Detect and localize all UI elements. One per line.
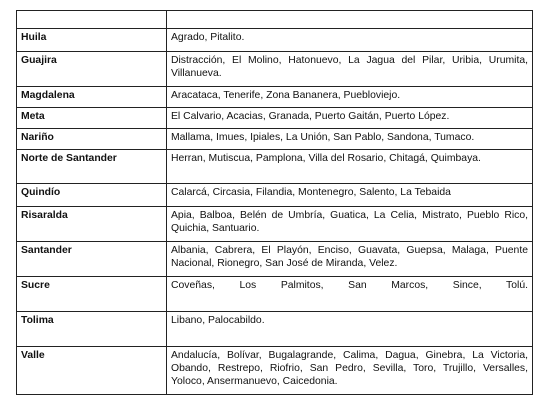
department-cell: Tolima [17,312,167,347]
department-cell: Sucre [17,277,167,312]
table-row [17,242,533,277]
table-row [17,207,533,242]
municipalities-cell: Apia, Balboa, Belén de Umbría, Guatica, La Celia, Mistrato, Pueblo Rico, Quichia, Santuario. [167,207,533,242]
department-cell: Meta [17,108,167,129]
table-row [17,108,533,129]
department-cell: Guajira [17,52,167,87]
table-row [17,150,533,184]
table-row [17,277,533,312]
department-cell: Risaralda [17,207,167,242]
municipalities-cell: Andalucía, Bolívar, Bugalagrande, Calima, Dagua, Ginebra, La Victoria, Obando, Restrepo, Riofrio, San Pedro, Sevilla, Toro, Trujillo, Versalles, Yoloco, Ansermanuevo, Caicedonia. [167,347,533,395]
municipalities-cell [167,11,533,29]
municipalities-cell: Distracción, El Molino, Hatonuevo, La Jagua del Pilar, Uribia, Urumita, Villanueva. [167,52,533,87]
table-row [17,52,533,87]
department-cell: Valle [17,347,167,395]
department-cell: Magdalena [17,87,167,108]
table-row [17,129,533,150]
table-row [17,312,533,347]
municipalities-cell: El Calvario, Acacias, Granada, Puerto Gaitán, Puerto López. [167,108,533,129]
municipalities-cell: Aracataca, Tenerife, Zona Bananera, Puebloviejo. [167,87,533,108]
municipalities-cell: Mallama, Imues, Ipiales, La Unión, San Pablo, Sandona, Tumaco. [167,129,533,150]
municipalities-cell: Herran, Mutiscua, Pamplona, Villa del Rosario, Chitagá, Quimbaya. [167,150,533,184]
table-row [17,87,533,108]
table-row [17,184,533,207]
municipalities-cell: Coveñas, Los Palmitos, San Marcos, Since, Tolú. [167,277,533,312]
municipalities-cell: Calarcá, Circasia, Filandia, Montenegro, Salento, La Tebaida [167,184,533,207]
municipalities-cell: Albania, Cabrera, El Playón, Enciso, Guavata, Guepsa, Malaga, Puente Nacional, Rionegro, San José de Miranda, Velez. [167,242,533,277]
municipalities-table [16,10,533,395]
table-header-row [17,11,533,29]
department-cell: Quindío [17,184,167,207]
department-cell [17,11,167,29]
department-cell: Nariño [17,129,167,150]
department-cell: Huila [17,29,167,52]
table-row [17,347,533,395]
municipalities-cell: Libano, Palocabildo. [167,312,533,347]
table-row [17,29,533,52]
department-cell: Norte de Santander [17,150,167,184]
department-cell: Santander [17,242,167,277]
municipalities-cell: Agrado, Pitalito. [167,29,533,52]
